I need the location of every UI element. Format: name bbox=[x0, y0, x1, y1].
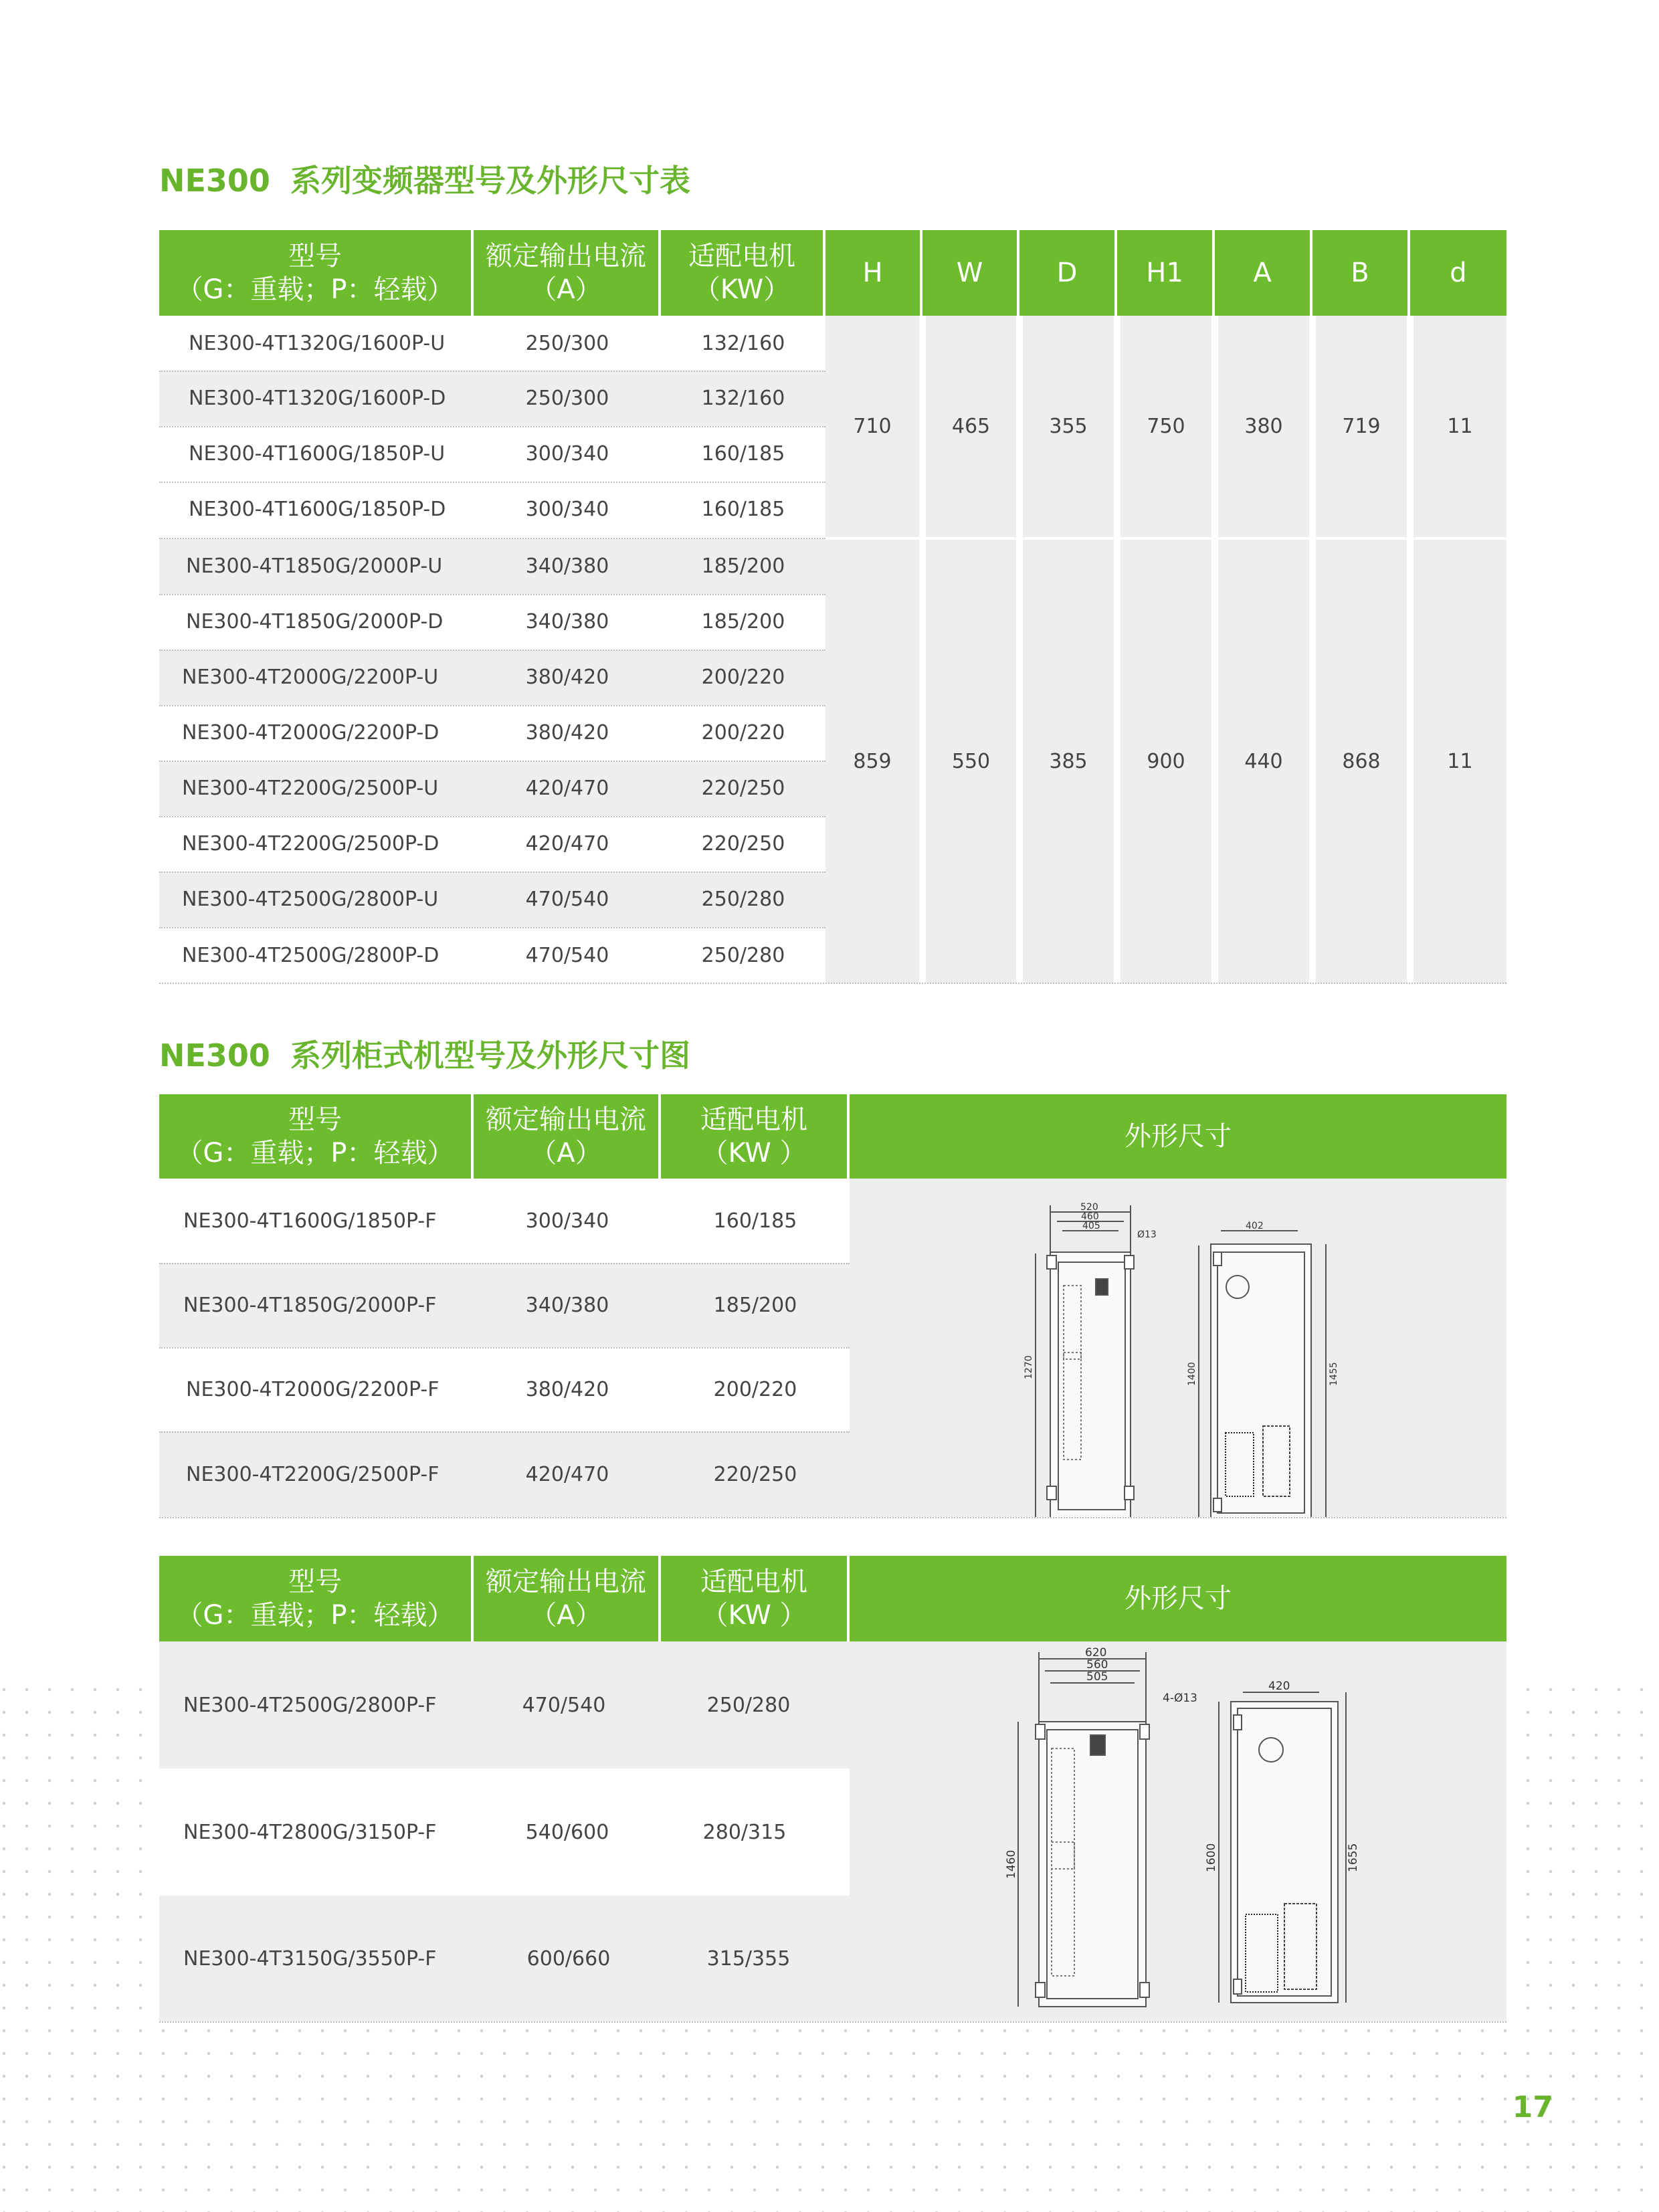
table-row-4-current: 300/340 bbox=[525, 498, 609, 521]
group2-H1: 900 bbox=[1147, 750, 1185, 773]
t1-row-3-model: NE300-4T2000G/2200P-F bbox=[159, 1347, 850, 1431]
header-W: W bbox=[922, 230, 1019, 316]
col-sep-6 bbox=[1407, 316, 1413, 983]
table-bottom-line bbox=[159, 1517, 1506, 1518]
group2-A: 440 bbox=[1244, 750, 1283, 773]
table-row-7-motor: 200/220 bbox=[701, 666, 785, 689]
table-row-9-current: 420/470 bbox=[525, 777, 609, 800]
t1-header-model bbox=[159, 1094, 474, 1179]
t1-header-model-line1: 型号 bbox=[288, 1104, 342, 1135]
t1-row-4-model: NE300-4T2200G/2500P-F bbox=[159, 1431, 850, 1517]
t2-header-motor bbox=[661, 1556, 850, 1641]
col-sep-1 bbox=[919, 316, 926, 983]
dim-h-side2: 1455 bbox=[1329, 1362, 1339, 1386]
t2-header-current-line1: 额定输出电流 bbox=[486, 1567, 646, 1597]
t1-row-1-model: NE300-4T1600G/1850P-F bbox=[159, 1179, 850, 1263]
table-row-8-motor: 200/220 bbox=[701, 721, 785, 744]
t2-header-motor-line2: （KW ） bbox=[701, 1600, 807, 1631]
table-row-11-motor: 250/280 bbox=[701, 888, 785, 911]
table-row-10-model: NE300-4T2200G/2500P-D bbox=[159, 816, 825, 872]
dim-hole: Ø13 bbox=[1137, 1229, 1157, 1240]
group1-W: 465 bbox=[951, 415, 991, 438]
group1-A: 380 bbox=[1244, 415, 1283, 438]
header-motor-line2: （KW） bbox=[693, 274, 791, 305]
table-bottom-line bbox=[159, 2021, 1506, 2023]
row-divider bbox=[159, 872, 825, 873]
t2-row-1-motor: 250/280 bbox=[706, 1693, 791, 1717]
t1-drawing-area bbox=[850, 1179, 1506, 1517]
page-number: 17 bbox=[1512, 2090, 1553, 2124]
row-divider bbox=[159, 1347, 850, 1348]
table-row-3-model: NE300-4T1600G/1850P-U bbox=[159, 426, 825, 482]
table-row-12-model: NE300-4T2500G/2800P-D bbox=[159, 927, 825, 983]
table-row-8-current: 380/420 bbox=[525, 721, 609, 744]
t2-row-3-motor: 315/355 bbox=[706, 1946, 791, 1971]
table-row-12-motor: 250/280 bbox=[701, 943, 785, 967]
t2-header-current-line2: （A） bbox=[530, 1600, 602, 1631]
header-motor bbox=[661, 230, 825, 316]
table-row-7-model: NE300-4T2000G/2200P-U bbox=[159, 649, 825, 705]
t1-row-3-current: 380/420 bbox=[525, 1377, 609, 1401]
t2-header-motor-line1: 适配电机 bbox=[700, 1567, 807, 1597]
t2-row-1-model: NE300-4T2500G/2800P-F bbox=[159, 1641, 850, 1769]
table-row-1-current: 250/300 bbox=[525, 331, 609, 355]
table-row-9-model: NE300-4T2200G/2500P-U bbox=[159, 761, 825, 816]
header-B: B bbox=[1312, 230, 1410, 316]
table-row-10-motor: 220/250 bbox=[701, 832, 785, 856]
t1-header-current-line1: 额定输出电流 bbox=[486, 1104, 646, 1135]
table-row-6-model: NE300-4T1850G/2000P-D bbox=[159, 594, 825, 649]
dim-h-front: 1460 bbox=[1005, 1849, 1018, 1879]
row-divider bbox=[159, 482, 825, 483]
row-divider bbox=[159, 816, 825, 817]
header-current bbox=[474, 230, 661, 316]
section1-title-text: 系列变频器型号及外形尺寸表 bbox=[290, 163, 690, 199]
table-row-10-current: 420/470 bbox=[525, 832, 609, 856]
row-divider bbox=[159, 426, 825, 427]
header-current-line2: （A） bbox=[530, 274, 602, 305]
row-divider bbox=[159, 1263, 850, 1264]
table-row-9-motor: 220/250 bbox=[701, 777, 785, 800]
dim-side-w: 420 bbox=[1268, 1680, 1290, 1693]
t2-drawing-area bbox=[850, 1641, 1506, 2021]
group1-H: 710 bbox=[853, 415, 892, 438]
t1-row-2-motor: 185/200 bbox=[713, 1293, 797, 1317]
cabinet-drawing-large bbox=[850, 1641, 1506, 2021]
group1-B: 719 bbox=[1342, 415, 1381, 438]
group1-H1: 750 bbox=[1147, 415, 1185, 438]
col-sep-5 bbox=[1309, 316, 1316, 983]
t1-row-2-current: 340/380 bbox=[525, 1293, 609, 1317]
group2-H: 859 bbox=[853, 750, 892, 773]
row-divider bbox=[159, 705, 825, 706]
row-divider bbox=[159, 594, 825, 595]
t1-header-model-line2: （G：重载；P：轻载） bbox=[176, 1138, 454, 1169]
dim-w3: 505 bbox=[1086, 1670, 1108, 1684]
t2-row-3-current: 600/660 bbox=[526, 1946, 611, 1971]
group1-D: 355 bbox=[1049, 415, 1088, 438]
section2-title-text: 系列柜式机型号及外形尺寸图 bbox=[290, 1037, 690, 1074]
table-row-12-current: 470/540 bbox=[525, 943, 609, 967]
t2-header-dims: 外形尺寸 bbox=[850, 1556, 1506, 1641]
table-row-2-current: 250/300 bbox=[525, 387, 609, 410]
row-divider bbox=[159, 538, 825, 539]
section2-title-prefix: NE300 bbox=[159, 1037, 270, 1074]
header-motor-line1: 适配电机 bbox=[688, 241, 795, 272]
t2-row-2-model: NE300-4T2800G/3150P-F bbox=[159, 1769, 850, 1896]
t1-header-dims: 外形尺寸 bbox=[850, 1094, 1506, 1179]
header-H1: H1 bbox=[1117, 230, 1215, 316]
col-sep-4 bbox=[1211, 316, 1218, 983]
row-divider bbox=[159, 927, 825, 928]
t2-header-model-line2: （G：重载；P：轻载） bbox=[176, 1600, 454, 1631]
dim-h-side1: 1600 bbox=[1205, 1843, 1218, 1872]
dim-hole: 4-Ø13 bbox=[1163, 1692, 1197, 1705]
col-sep-3 bbox=[1114, 316, 1120, 983]
group2-D: 385 bbox=[1049, 750, 1088, 773]
section2-title bbox=[159, 1035, 690, 1076]
header-model bbox=[159, 230, 474, 316]
table-row-4-model: NE300-4T1600G/1850P-D bbox=[159, 482, 825, 537]
header-model-line1: 型号 bbox=[288, 241, 342, 272]
t1-header-motor-line1: 适配电机 bbox=[700, 1104, 807, 1135]
table-row-4-motor: 160/185 bbox=[701, 498, 785, 521]
group2-W: 550 bbox=[951, 750, 991, 773]
dim-w1: 620 bbox=[1085, 1646, 1107, 1660]
header-D: D bbox=[1019, 230, 1117, 316]
section1-title bbox=[159, 161, 690, 201]
cabinet-drawing-small bbox=[850, 1179, 1506, 1517]
section1-title-prefix: NE300 bbox=[159, 163, 270, 199]
row-divider bbox=[159, 761, 825, 762]
t2-header-current bbox=[474, 1556, 661, 1641]
header-current-line1: 额定输出电流 bbox=[486, 241, 646, 272]
group2-d: 11 bbox=[1447, 750, 1473, 773]
t1-row-2-model: NE300-4T1850G/2000P-F bbox=[159, 1263, 850, 1347]
t1-row-4-current: 420/470 bbox=[525, 1462, 609, 1486]
table-row-7-current: 380/420 bbox=[525, 666, 609, 689]
table-row-6-motor: 185/200 bbox=[701, 610, 785, 633]
table-row-8-model: NE300-4T2000G/2200P-D bbox=[159, 705, 825, 761]
t1-header-current-line2: （A） bbox=[530, 1138, 602, 1169]
header-d: d bbox=[1410, 230, 1506, 316]
t2-row-1-current: 470/540 bbox=[522, 1693, 606, 1717]
t2-header-model bbox=[159, 1556, 474, 1641]
header-H: H bbox=[825, 230, 922, 316]
t1-header-current bbox=[474, 1094, 661, 1179]
table-row-3-current: 300/340 bbox=[525, 442, 609, 466]
table-row-5-model: NE300-4T1850G/2000P-U bbox=[159, 538, 825, 594]
header-A: A bbox=[1215, 230, 1312, 316]
dim-side-w: 402 bbox=[1246, 1221, 1264, 1231]
t1-row-3-motor: 200/220 bbox=[713, 1377, 797, 1401]
dim-w2: 460 bbox=[1081, 1211, 1099, 1222]
table-row-2-motor: 132/160 bbox=[701, 387, 785, 410]
t2-row-3-model: NE300-4T3150G/3550P-F bbox=[159, 1896, 850, 2021]
t1-header-motor-line2: （KW ） bbox=[701, 1138, 807, 1169]
table-row-11-current: 470/540 bbox=[525, 888, 609, 911]
row-divider bbox=[159, 1431, 850, 1433]
table-row-1-motor: 132/160 bbox=[701, 331, 785, 355]
group1-d: 11 bbox=[1447, 415, 1473, 438]
t2-header-model-line1: 型号 bbox=[288, 1567, 342, 1597]
dim-w2: 560 bbox=[1086, 1658, 1108, 1672]
table-row-11-model: NE300-4T2500G/2800P-U bbox=[159, 872, 825, 927]
t1-row-1-motor: 160/185 bbox=[713, 1209, 797, 1233]
t1-row-1-current: 300/340 bbox=[525, 1209, 609, 1233]
row-divider bbox=[159, 649, 825, 651]
group2-B: 868 bbox=[1342, 750, 1381, 773]
dim-h-side2: 1655 bbox=[1347, 1843, 1360, 1872]
table-row-6-current: 340/380 bbox=[525, 610, 609, 633]
t1-header-motor bbox=[661, 1094, 850, 1179]
row-divider bbox=[159, 371, 825, 372]
table-row-5-current: 340/380 bbox=[525, 555, 609, 578]
table-row-3-motor: 160/185 bbox=[701, 442, 785, 466]
col-sep-2 bbox=[1016, 316, 1023, 983]
t2-row-2-motor: 280/315 bbox=[702, 1820, 787, 1844]
dim-h-front: 1270 bbox=[1023, 1355, 1034, 1379]
dim-h-side1: 1400 bbox=[1187, 1362, 1197, 1386]
t2-row-2-current: 540/600 bbox=[525, 1820, 609, 1844]
header-model-line2: （G：重载；P：轻载） bbox=[176, 274, 454, 305]
dim-w3: 405 bbox=[1082, 1221, 1100, 1231]
table-row-2-model: NE300-4T1320G/1600P-D bbox=[159, 371, 825, 426]
table-row-5-motor: 185/200 bbox=[701, 555, 785, 578]
dim-w1: 520 bbox=[1080, 1202, 1098, 1213]
t1-row-4-motor: 220/250 bbox=[713, 1462, 797, 1486]
table-row-1-model: NE300-4T1320G/1600P-U bbox=[159, 316, 825, 371]
